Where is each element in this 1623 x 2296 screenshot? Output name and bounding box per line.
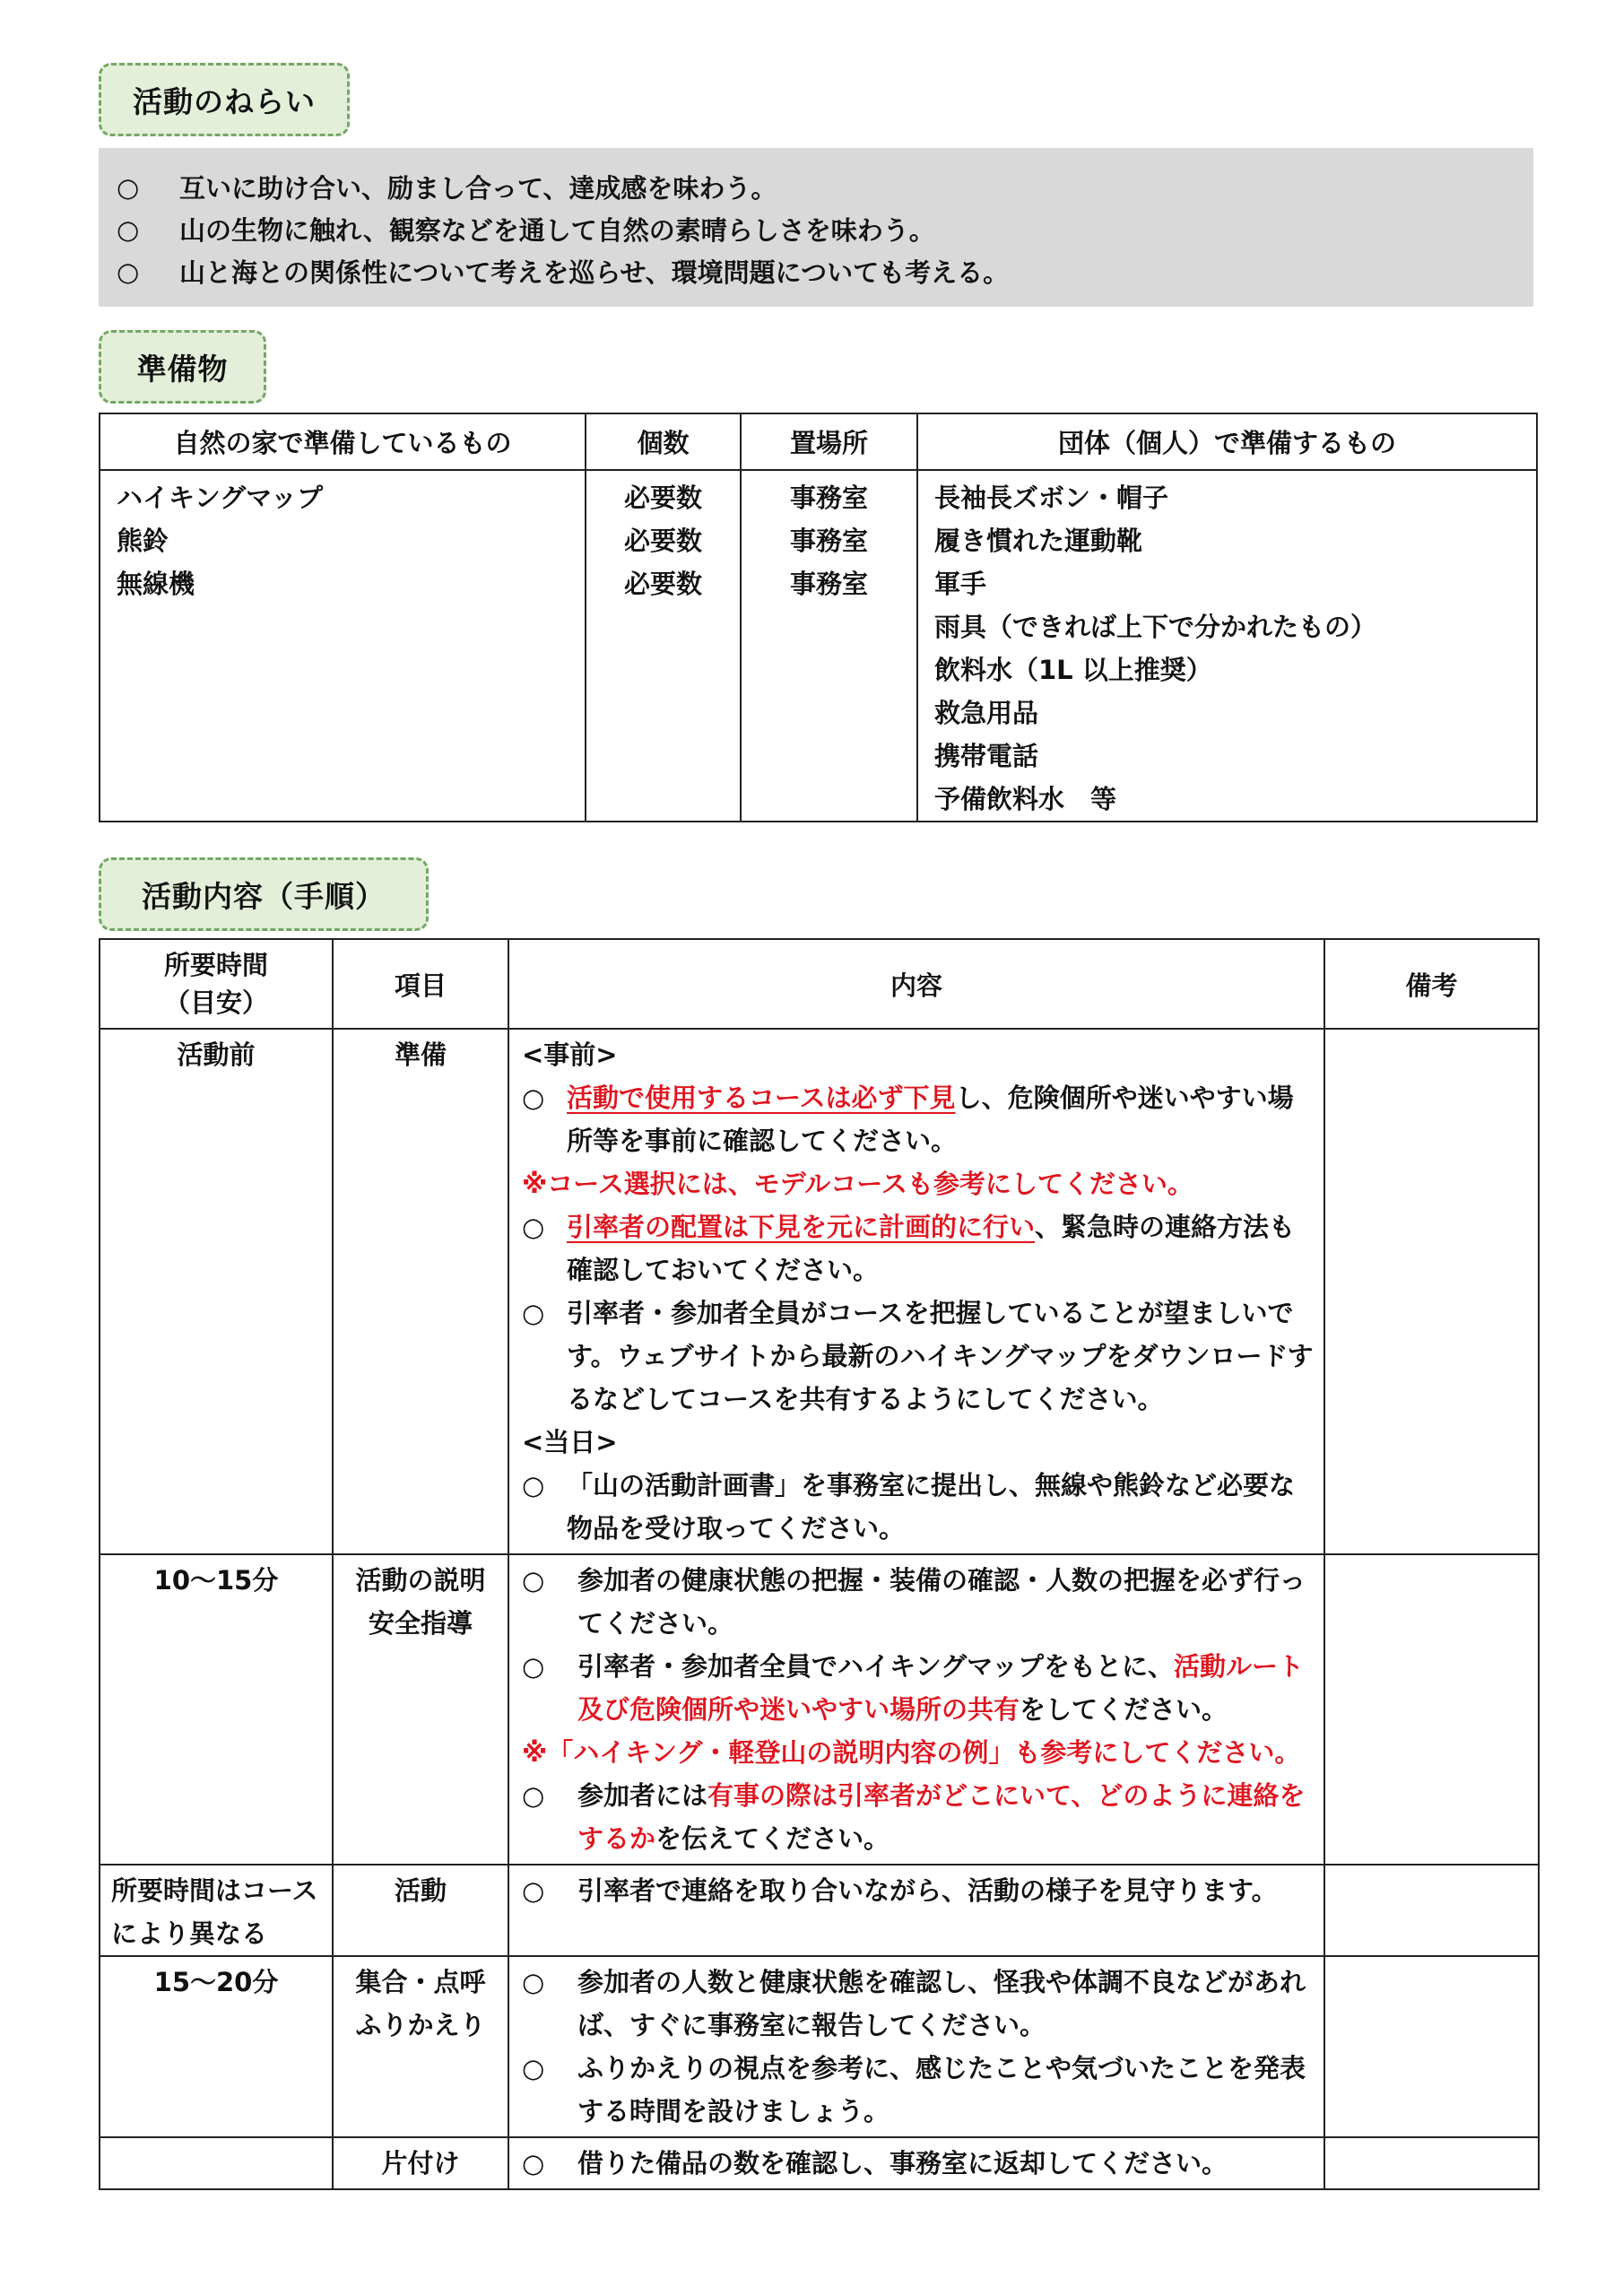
bullet-icon: ○: [522, 1298, 545, 1328]
list-item: 無線機: [117, 569, 195, 599]
list-item: 予備飲料水 等: [934, 784, 1117, 814]
prep-header-count: 個数: [586, 413, 741, 470]
list-item: 飲料水（1L 以上推奨）: [934, 655, 1212, 685]
list-item: 履き慣れた運動靴: [934, 526, 1143, 556]
pre-label: <事前>: [522, 1039, 618, 1070]
list-item: 携帯電話: [934, 741, 1039, 771]
body-text: 参加者には: [577, 1780, 708, 1811]
notes-cell: [1324, 1029, 1539, 1554]
proc-header-notes: 備考: [1324, 939, 1539, 1029]
bullet-icon: ○: [522, 2053, 545, 2083]
content-cell: [508, 1956, 1324, 2137]
highlight-text: 有事の際は引率者がどこにいて、どのように連絡をするか: [577, 1780, 1306, 1854]
aims-section-title: [99, 63, 350, 136]
item-line: 活動の説明: [355, 1565, 486, 1596]
prep-body-row: [100, 470, 1537, 822]
list-item: 必要数: [623, 569, 702, 599]
bullet-icon: ○: [522, 1470, 545, 1500]
list-item: 必要数: [623, 526, 702, 556]
bullet-icon: ○: [522, 1780, 545, 1811]
item-cell: 準備: [333, 1029, 508, 1554]
notes-cell: [1324, 2137, 1539, 2189]
item-line: ふりかえり: [355, 2010, 486, 2040]
bullet-icon: ○: [117, 256, 140, 287]
day-label: <当日>: [522, 1427, 618, 1457]
body-text: をしてください。: [1020, 1694, 1228, 1725]
bullet-icon: ○: [522, 1565, 545, 1596]
item-cell: 活動: [333, 1865, 508, 1956]
body-text: を伝えてください。: [655, 1823, 890, 1854]
list-item: 長袖長ズボン・帽子: [934, 483, 1169, 513]
prep-section-title: [99, 330, 266, 404]
body-text: 参加者の人数と健康状態を確認し、怪我や体調不良などがあれば、すぐに事務室に報告してください。: [577, 1967, 1306, 2040]
body-text: 「山の活動計画書」を事務室に提出し、無線や熊鈴など必要な物品を受け取ってください。: [567, 1470, 1296, 1544]
body-text: 引率者・参加者全員でハイキングマップをもとに、: [577, 1651, 1174, 1682]
body-text: 参加者の健康状態の把握・装備の確認・人数の把握を必ず行ってください。: [577, 1565, 1306, 1639]
item-cell: 片付け: [333, 2137, 508, 2189]
counts-cell: [586, 470, 741, 822]
aim-text: 互いに助け合い、励まし合って、達成感を味わう。: [179, 173, 777, 204]
highlight-text: 活動で使用するコースは必ず下見: [567, 1083, 956, 1113]
notes-cell: [1324, 1956, 1539, 2137]
content-cell: [508, 1029, 1324, 1554]
content-item: [522, 1869, 1315, 1912]
proc-header-row: [100, 939, 1539, 1029]
body-text: 引率者で連絡を取り合いながら、活動の様子を見守ります。: [577, 1875, 1278, 1906]
body-text: 引率者・参加者全員がコースを把握していることが望ましいです。ウェブサイトから最新のハイキングマップをダウンロードするなどしてコースを共有するようにしてください。: [567, 1298, 1314, 1414]
content-item: [522, 2142, 1315, 2185]
item-line: 安全指導: [368, 1608, 473, 1639]
prep-header-group: 団体（個人）で準備するもの: [917, 413, 1537, 470]
highlight-text: 引率者の配置は下見を元に計画的に行い: [567, 1212, 1036, 1242]
item-cell: [333, 1956, 508, 2137]
notes-cell: [1324, 1865, 1539, 1956]
places-cell: [741, 470, 917, 822]
body-text: 、緊急時の連絡方法も確認しておいてください。: [567, 1212, 1296, 1285]
list-item: 必要数: [623, 483, 702, 513]
content-item: [522, 1076, 1315, 1162]
aim-item: [117, 166, 1533, 208]
item-cell: [333, 1554, 508, 1865]
list-item: 雨具（できれば上下で分かれたもの）: [934, 612, 1377, 642]
time-cell: 10～15分: [100, 1554, 333, 1865]
content-item: [522, 1292, 1315, 1421]
prep-header-place: 置場所: [741, 413, 917, 470]
table-row: [100, 2137, 1539, 2189]
list-item: 事務室: [789, 526, 868, 556]
body-text: し、危険個所や迷いやすい場所等を事前に確認してください。: [567, 1083, 1294, 1156]
table-row: [100, 1554, 1539, 1865]
prep-title-text: 準備物: [136, 351, 229, 387]
bullet-icon: ○: [522, 1212, 545, 1242]
bullet-icon: ○: [522, 2148, 545, 2179]
aim-item: [117, 250, 1533, 292]
content-item: [522, 2047, 1315, 2133]
content-item: [522, 1464, 1315, 1550]
content-item: [522, 1961, 1315, 2047]
notes-cell: [1324, 1554, 1539, 1865]
content-item: [522, 1774, 1315, 1860]
time-cell: 活動前: [100, 1029, 333, 1554]
prep-table: [99, 413, 1538, 822]
proc-title-text: 活動内容（手順）: [142, 878, 386, 914]
aim-text: 山の生物に触れ、観察などを通して自然の素晴らしさを味わう。: [179, 215, 935, 246]
bullet-icon: ○: [522, 1083, 545, 1113]
list-item: 事務室: [789, 569, 868, 599]
proc-header-time: 所要時間 （目安）: [100, 939, 333, 1029]
bullet-icon: ○: [522, 1875, 545, 1906]
prep-header-house: 自然の家で準備しているもの: [100, 413, 586, 470]
content-cell: [508, 2137, 1324, 2189]
bullet-icon: ○: [117, 213, 140, 245]
highlight-text: 活動ルート及び危険個所や迷いやすい場所の共有: [577, 1651, 1304, 1725]
table-row: [100, 1865, 1539, 1956]
aim-item: [117, 208, 1533, 250]
content-item: [522, 1559, 1315, 1645]
bullet-icon: ○: [522, 1967, 545, 1997]
house-items-cell: [100, 470, 586, 822]
prep-header-row: [100, 413, 1537, 470]
aim-text: 山と海との関係性について考えを巡らせ、環境問題についても考える。: [179, 257, 1010, 288]
time-cell: [100, 2137, 333, 2189]
aims-title-text: 活動のねらい: [133, 83, 316, 119]
time-cell: 15～20分: [100, 1956, 333, 2137]
content-item: [522, 1205, 1315, 1292]
group-items-cell: [917, 470, 1537, 822]
body-text: 借りた備品の数を確認し、事務室に返却してください。: [577, 2148, 1228, 2179]
proc-header-content: 内容: [508, 939, 1324, 1029]
table-row: [100, 1029, 1539, 1554]
list-item: 熊鈴: [117, 526, 169, 556]
list-item: 事務室: [789, 483, 868, 513]
list-item: ハイキングマップ: [117, 483, 323, 513]
time-cell: 所要時間はコースにより異なる: [100, 1865, 333, 1956]
bullet-icon: ○: [522, 1651, 545, 1682]
item-line: 集合・点呼: [355, 1967, 486, 1997]
content-cell: [508, 1865, 1324, 1956]
proc-section-title: [99, 857, 429, 931]
list-item: 軍手: [934, 569, 987, 599]
body-text: ふりかえりの視点を参考に、感じたことや気づいたことを発表する時間を設けましょう。: [577, 2053, 1306, 2126]
bullet-icon: ○: [117, 171, 140, 203]
note-text: ※コース選択には、モデルコースも参考にしてください。: [522, 1169, 1193, 1199]
procedure-table: [99, 938, 1540, 2190]
aims-box: [99, 148, 1533, 307]
list-item: 救急用品: [934, 698, 1039, 728]
note-text: ※「ハイキング・軽登山の説明内容の例」も参考にしてください。: [522, 1737, 1301, 1768]
content-cell: [508, 1554, 1324, 1865]
content-item: [522, 1645, 1315, 1731]
proc-header-item: 項目: [333, 939, 508, 1029]
table-row: [100, 1956, 1539, 2137]
